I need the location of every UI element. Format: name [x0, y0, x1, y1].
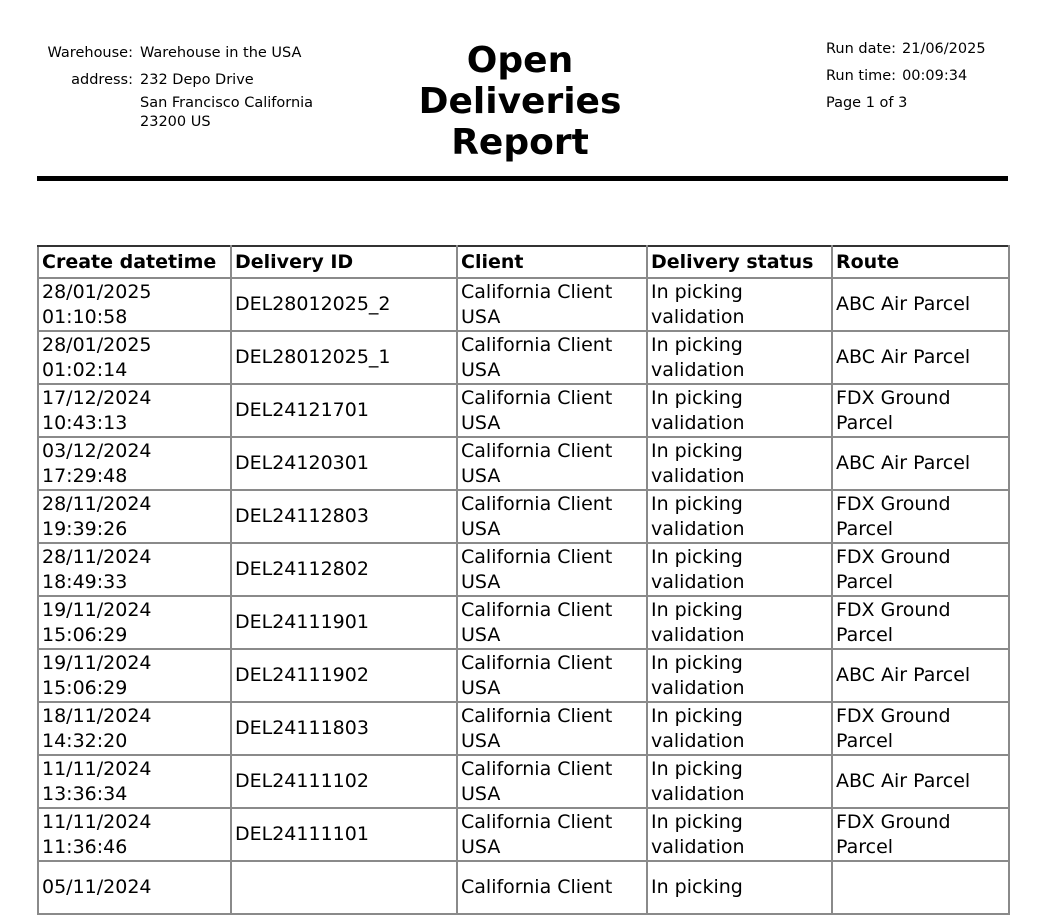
cell-create-datetime [38, 278, 231, 331]
cell-delivery-status [647, 596, 832, 649]
cell-delivery-status [647, 331, 832, 384]
run-time-label: Run time: [826, 68, 897, 84]
cell-delivery-status [647, 861, 832, 914]
cell-delivery-status-line-1: In picking [651, 810, 743, 833]
cell-client-line-2: USA [461, 358, 501, 381]
cell-delivery-id [231, 861, 457, 914]
column-header-route: Route [832, 246, 1009, 278]
cell-create-datetime-line-2: 14:32:20 [42, 729, 128, 752]
cell-route-line-1: FDX Ground [836, 704, 951, 727]
cell-delivery-id-line-1: DEL28012025_1 [235, 346, 391, 368]
cell-create-datetime-line-2: 18:49:33 [42, 570, 128, 593]
cell-create-datetime [38, 861, 231, 914]
cell-delivery-status [647, 649, 832, 702]
cell-create-datetime [38, 755, 231, 808]
cell-create-datetime-line-1: 28/11/2024 [42, 545, 152, 568]
cell-route [832, 649, 1009, 702]
cell-delivery-status-line-1: In picking [651, 280, 743, 303]
address-line-3: 23200 US [140, 114, 211, 130]
cell-route-line-2: Parcel [836, 517, 894, 540]
cell-delivery-id [231, 596, 457, 649]
cell-delivery-id [231, 331, 457, 384]
cell-route-line-1: ABC Air Parcel [836, 293, 971, 315]
cell-delivery-id-line-1: DEL24111803 [235, 717, 369, 739]
cell-create-datetime [38, 808, 231, 861]
deliveries-table-container [37, 245, 1008, 915]
address-value [140, 67, 313, 132]
cell-delivery-id-line-1: DEL28012025_2 [235, 293, 391, 315]
cell-delivery-status [647, 490, 832, 543]
cell-client-line-1: California Client [461, 651, 613, 674]
cell-delivery-status-line-1: In picking [651, 333, 743, 356]
column-header-create-datetime: Create datetime [38, 246, 231, 278]
cell-delivery-id-line-1: DEL24120301 [235, 452, 369, 474]
cell-create-datetime-line-1: 28/01/2025 [42, 333, 152, 356]
cell-create-datetime-line-2: 15:06:29 [42, 676, 128, 699]
table-row [38, 437, 1009, 490]
cell-delivery-status-line-2: validation [651, 464, 745, 487]
cell-client-line-1: California Client [461, 810, 613, 833]
cell-client [457, 808, 647, 861]
cell-create-datetime [38, 596, 231, 649]
cell-client-line-1: California Client [461, 386, 613, 409]
cell-client-line-1: California Client [461, 598, 613, 621]
cell-client [457, 861, 647, 914]
run-date-row [826, 36, 986, 63]
title-line-3: Report [451, 122, 589, 163]
cell-client [457, 437, 647, 490]
cell-delivery-status-line-1: In picking [651, 651, 743, 674]
cell-create-datetime-line-1: 28/11/2024 [42, 492, 152, 515]
cell-route [832, 384, 1009, 437]
cell-delivery-status-line-2: validation [651, 358, 745, 381]
cell-delivery-status-line-1: In picking [651, 876, 743, 898]
cell-client-line-2: USA [461, 570, 501, 593]
address-row [30, 67, 313, 132]
cell-client [457, 384, 647, 437]
column-header-delivery-id: Delivery ID [231, 246, 457, 278]
cell-delivery-status [647, 543, 832, 596]
cell-delivery-status-line-2: validation [651, 729, 745, 752]
table-header-row [38, 246, 1009, 278]
cell-delivery-id [231, 649, 457, 702]
cell-delivery-status-line-1: In picking [651, 598, 743, 621]
cell-create-datetime-line-1: 19/11/2024 [42, 651, 152, 674]
cell-create-datetime-line-1: 17/12/2024 [42, 386, 152, 409]
cell-create-datetime-line-1: 11/11/2024 [42, 810, 152, 833]
cell-route [832, 543, 1009, 596]
cell-create-datetime-line-2: 19:39:26 [42, 517, 128, 540]
cell-delivery-id-line-1: DEL24111901 [235, 611, 369, 633]
cell-delivery-status-line-1: In picking [651, 545, 743, 568]
cell-create-datetime-line-2: 17:29:48 [42, 464, 128, 487]
table-row [38, 596, 1009, 649]
cell-route-line-1: FDX Ground [836, 545, 951, 568]
table-row [38, 861, 1009, 914]
table-row [38, 384, 1009, 437]
cell-client-line-1: California Client [461, 704, 613, 727]
cell-create-datetime-line-1: 19/11/2024 [42, 598, 152, 621]
cell-route [832, 278, 1009, 331]
warehouse-info [30, 40, 313, 132]
cell-client-line-1: California Client [461, 492, 613, 515]
cell-delivery-id-line-1: DEL24111102 [235, 770, 369, 792]
cell-route [832, 808, 1009, 861]
cell-client [457, 278, 647, 331]
cell-client [457, 543, 647, 596]
cell-delivery-id-line-1: DEL24121701 [235, 399, 369, 421]
warehouse-label: Warehouse: [47, 45, 133, 61]
cell-client-line-2: USA [461, 729, 501, 752]
cell-client-line-2: USA [461, 835, 501, 858]
cell-create-datetime [38, 384, 231, 437]
cell-create-datetime-line-1: 18/11/2024 [42, 704, 152, 727]
table-row [38, 702, 1009, 755]
cell-create-datetime [38, 649, 231, 702]
address-label: address: [71, 72, 133, 88]
address-line-2: San Francisco California [140, 95, 314, 111]
cell-delivery-status-line-2: validation [651, 782, 745, 805]
cell-delivery-id-line-1: DEL24111902 [235, 664, 369, 686]
cell-client-line-2: USA [461, 782, 501, 805]
cell-delivery-id [231, 278, 457, 331]
run-time-value: 00:09:34 [902, 68, 968, 84]
cell-create-datetime [38, 490, 231, 543]
table-row [38, 543, 1009, 596]
cell-route-line-1: FDX Ground [836, 492, 951, 515]
cell-delivery-status [647, 702, 832, 755]
cell-delivery-id [231, 702, 457, 755]
cell-delivery-id [231, 384, 457, 437]
cell-create-datetime-line-1: 11/11/2024 [42, 757, 152, 780]
cell-route [832, 331, 1009, 384]
cell-create-datetime [38, 702, 231, 755]
cell-create-datetime [38, 331, 231, 384]
column-header-delivery-status: Delivery status [647, 246, 832, 278]
cell-delivery-status-line-2: validation [651, 517, 745, 540]
cell-delivery-id [231, 437, 457, 490]
cell-route [832, 490, 1009, 543]
cell-delivery-status-line-1: In picking [651, 439, 743, 462]
cell-delivery-id-line-1: DEL24112802 [235, 558, 369, 580]
cell-create-datetime-line-2: 10:43:13 [42, 411, 128, 434]
table-row [38, 649, 1009, 702]
cell-route-line-1: FDX Ground [836, 810, 951, 833]
cell-route-line-2: Parcel [836, 729, 894, 752]
run-date-value: 21/06/2025 [902, 41, 986, 57]
cell-route-line-1: FDX Ground [836, 598, 951, 621]
cell-route-line-2: Parcel [836, 835, 894, 858]
report-header [0, 0, 1038, 182]
cell-create-datetime [38, 543, 231, 596]
cell-route-line-1: ABC Air Parcel [836, 452, 971, 474]
cell-delivery-status-line-1: In picking [651, 704, 743, 727]
cell-client-line-2: USA [461, 464, 501, 487]
cell-client-line-2: USA [461, 411, 501, 434]
cell-create-datetime [38, 437, 231, 490]
cell-route [832, 437, 1009, 490]
cell-client [457, 596, 647, 649]
run-date-label: Run date: [826, 41, 896, 57]
cell-create-datetime-line-2: 11:36:46 [42, 835, 128, 858]
cell-create-datetime-line-2: 15:06:29 [42, 623, 128, 646]
cell-route [832, 861, 1009, 914]
cell-client [457, 649, 647, 702]
cell-delivery-status-line-2: validation [651, 305, 745, 328]
cell-delivery-id [231, 808, 457, 861]
cell-route [832, 755, 1009, 808]
table-row [38, 490, 1009, 543]
report-title [400, 40, 640, 163]
table-row [38, 755, 1009, 808]
address-line-1: 232 Depo Drive [140, 72, 254, 88]
title-line-2: Deliveries [418, 81, 622, 122]
cell-route-line-1: ABC Air Parcel [836, 664, 971, 686]
header-divider [37, 176, 1008, 181]
cell-route-line-2: Parcel [836, 623, 894, 646]
cell-delivery-status [647, 808, 832, 861]
cell-delivery-status [647, 755, 832, 808]
cell-create-datetime-line-1: 05/11/2024 [42, 876, 152, 898]
cell-create-datetime-line-1: 28/01/2025 [42, 280, 152, 303]
cell-route-line-1: ABC Air Parcel [836, 770, 971, 792]
cell-client-line-1: California Client [461, 280, 613, 303]
run-time-row [826, 63, 986, 90]
cell-client-line-1: California Client [461, 876, 613, 898]
table-row [38, 278, 1009, 331]
table-row [38, 808, 1009, 861]
cell-delivery-status-line-1: In picking [651, 492, 743, 515]
cell-delivery-id [231, 490, 457, 543]
cell-client [457, 702, 647, 755]
warehouse-row [30, 40, 313, 67]
table-body [38, 278, 1009, 914]
cell-delivery-status-line-2: validation [651, 835, 745, 858]
cell-delivery-status-line-2: validation [651, 676, 745, 699]
cell-create-datetime-line-2: 01:10:58 [42, 305, 128, 328]
cell-client-line-2: USA [461, 623, 501, 646]
cell-delivery-id [231, 755, 457, 808]
cell-route [832, 702, 1009, 755]
deliveries-table [37, 245, 1010, 915]
cell-delivery-id-line-1: DEL24112803 [235, 505, 369, 527]
cell-delivery-status [647, 437, 832, 490]
cell-delivery-id [231, 543, 457, 596]
cell-client-line-2: USA [461, 676, 501, 699]
cell-client-line-1: California Client [461, 545, 613, 568]
cell-client [457, 755, 647, 808]
cell-delivery-status-line-2: validation [651, 623, 745, 646]
cell-client-line-1: California Client [461, 757, 613, 780]
run-info [826, 36, 986, 117]
cell-route-line-1: ABC Air Parcel [836, 346, 971, 368]
cell-delivery-status-line-1: In picking [651, 757, 743, 780]
cell-create-datetime-line-1: 03/12/2024 [42, 439, 152, 462]
cell-client [457, 490, 647, 543]
cell-client-line-1: California Client [461, 333, 613, 356]
cell-client-line-1: California Client [461, 439, 613, 462]
title-line-1: Open [466, 40, 574, 81]
column-header-client: Client [457, 246, 647, 278]
table-row [38, 331, 1009, 384]
cell-create-datetime-line-2: 01:02:14 [42, 358, 128, 381]
warehouse-value: Warehouse in the USA [140, 45, 302, 61]
cell-client [457, 331, 647, 384]
cell-route [832, 596, 1009, 649]
cell-route-line-2: Parcel [836, 411, 894, 434]
cell-delivery-status [647, 384, 832, 437]
cell-route-line-1: FDX Ground [836, 386, 951, 409]
cell-delivery-status-line-2: validation [651, 411, 745, 434]
cell-delivery-status [647, 278, 832, 331]
cell-delivery-status-line-2: validation [651, 570, 745, 593]
cell-client-line-2: USA [461, 517, 501, 540]
page-info: Page 1 of 3 [826, 95, 908, 111]
cell-delivery-status-line-1: In picking [651, 386, 743, 409]
cell-client-line-2: USA [461, 305, 501, 328]
cell-route-line-2: Parcel [836, 570, 894, 593]
cell-create-datetime-line-2: 13:36:34 [42, 782, 128, 805]
cell-delivery-id-line-1: DEL24111101 [235, 823, 369, 845]
